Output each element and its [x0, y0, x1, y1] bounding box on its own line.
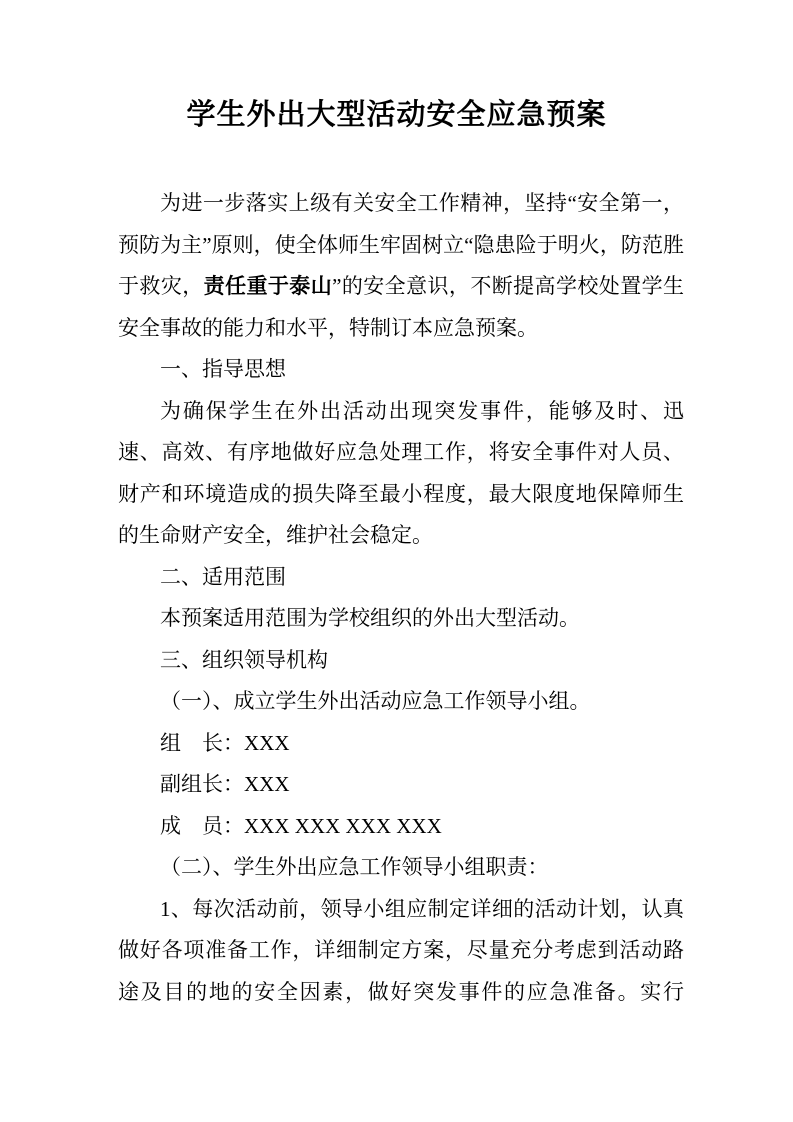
- line-deputy-leader: 副组长：XXX: [160, 772, 290, 796]
- line-members: 成 员：XXX XXX XXX XXX: [160, 813, 442, 838]
- paragraph-intro: [118, 183, 684, 349]
- document-body: [118, 183, 684, 1013]
- line-group-leader: 组 长：XXX: [160, 730, 290, 755]
- section-heading-guiding-ideology: 一、指导思想: [160, 357, 286, 381]
- section-heading-organization: 三、组织领导机构: [160, 647, 328, 672]
- subsection-heading-leading-group: （一）、成立学生外出活动应急工作领导小组。: [160, 689, 591, 713]
- section-heading-scope: 二、适用范围: [160, 564, 286, 589]
- paragraph-guiding-ideology: 为确保学生在外出活动出现突发事件，能够及时、迅速、高效、有序地做好应急处理工作，将安全事件对人员、财产和环境造成的损失降至最小程度，最大限度地保障师生的生命财产安全，维护社会稳定。: [118, 398, 684, 547]
- document-title: 学生外出大型活动安全应急预案: [186, 99, 607, 131]
- paragraph-scope: 本预案适用范围为学校组织的外出大型活动。: [160, 606, 580, 630]
- intro-text-after: ”的安全意识，不断提高学校处置学生安全事故的能力和水平，特制订本应急预案。: [118, 274, 685, 340]
- intro-bold-emphasis: 责任重于泰山: [203, 274, 333, 298]
- intro-text-before: 为进一步落实上级有关安全工作精神，坚持“安全第一，预防为主”原则，使全体师生牢固树立“隐患险于明火，防范胜于救灾，: [118, 191, 684, 298]
- subsection-heading-duties: （二）、学生外出应急工作领导小组职责：: [160, 855, 549, 879]
- paragraph-duty-1: 1、每次活动前，领导小组应制定详细的活动计划，认真做好各项准备工作，详细制定方案，尽量充分考虑到活动路途及目的地的安全因素，做好突发事件的应急准备。实行: [118, 896, 684, 1004]
